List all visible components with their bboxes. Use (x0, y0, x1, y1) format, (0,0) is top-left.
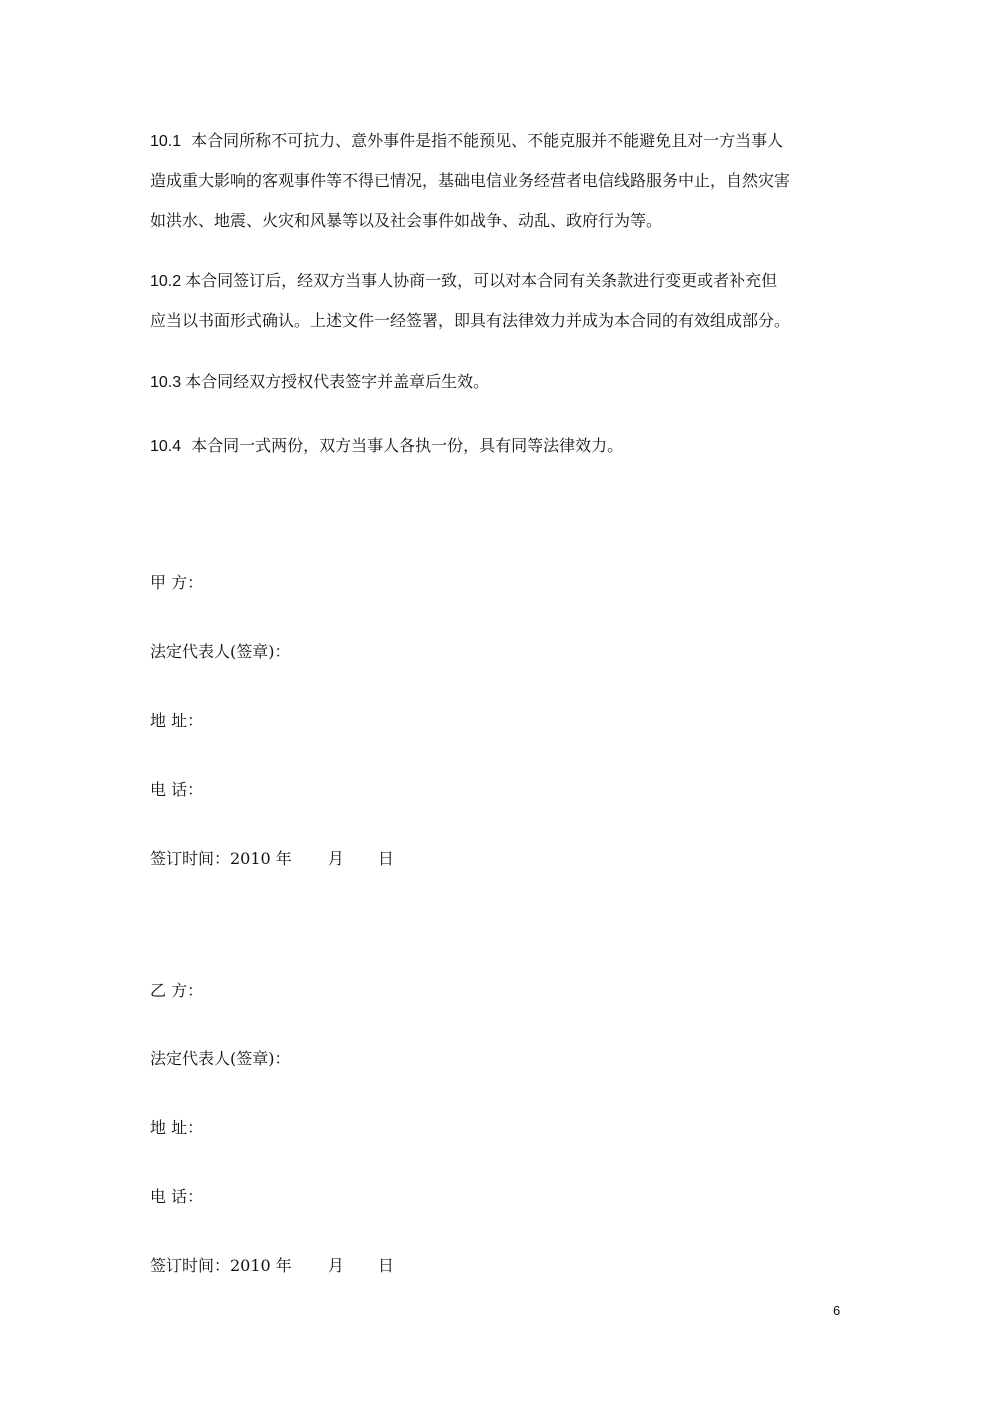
clause-10-1-text-line-1: 本合同所称不可抗力、意外事件是指不能预见、不能克服并不能避免且对一方当事人 (191, 131, 784, 150)
clause-10-3-text: 本合同经双方授权代表签字并盖章后生效。 (185, 372, 490, 391)
clause-10-3-number: 10.3 (150, 374, 182, 391)
clause-10-1-line-2 (150, 171, 790, 191)
party-b-sign-date (150, 1256, 394, 1276)
clause-10-3 (150, 372, 489, 392)
party-a-phone-label: 电 话： (150, 780, 204, 799)
party-a-date-prefix: 签订时间：2010 年 (150, 849, 292, 868)
party-a-legal-rep-label: 法定代表人(签章)： (150, 642, 291, 661)
party-a-day-label: 日 (377, 849, 394, 868)
clause-10-2-text-line-1: 本合同签订后，经双方当事人协商一致，可以对本合同有关条款进行变更或者补充但 (185, 271, 778, 290)
party-a-label: 甲 方： (150, 573, 204, 592)
clause-10-1-line-3 (150, 211, 662, 231)
clause-10-2-line-2 (150, 311, 790, 331)
clause-10-4-text: 本合同一式两份，双方当事人各执一份，具有同等法律效力。 (191, 436, 624, 455)
clause-10-1-text-line-2: 造成重大影响的客观事件等不得已情况，基础电信业务经营者电信线路服务中止，自然灾害 (150, 171, 791, 190)
party-b-label: 乙 方： (150, 981, 204, 1000)
party-a-month-label: 月 (327, 849, 344, 868)
party-b-legal-rep-label: 法定代表人(签章)： (150, 1049, 291, 1068)
clause-10-1-number: 10.1 (150, 133, 182, 150)
party-a-address-label: 地 址： (150, 711, 204, 730)
clause-10-1-line-1 (150, 131, 783, 151)
clause-10-2-number: 10.2 (150, 273, 182, 290)
party-b-phone-label: 电 话： (150, 1187, 204, 1206)
clause-10-1-text-line-3: 如洪水、地震、火灾和风暴等以及社会事件如战争、动乱、政府行为等。 (150, 211, 663, 230)
party-b-address-label: 地 址： (150, 1118, 204, 1137)
party-a-sign-date (150, 849, 394, 869)
clause-10-4-number: 10.4 (150, 438, 182, 455)
clause-10-2-line-1 (150, 271, 777, 291)
clause-10-2-text-line-2: 应当以书面形式确认。上述文件一经签署，即具有法律效力并成为本合同的有效组成部分。 (150, 311, 791, 330)
party-b-date-prefix: 签订时间：2010 年 (150, 1256, 292, 1275)
party-b-day-label: 日 (377, 1256, 394, 1275)
party-b-month-label: 月 (327, 1256, 344, 1275)
page-number: 6 (833, 1303, 841, 1318)
clause-10-4 (150, 436, 623, 456)
